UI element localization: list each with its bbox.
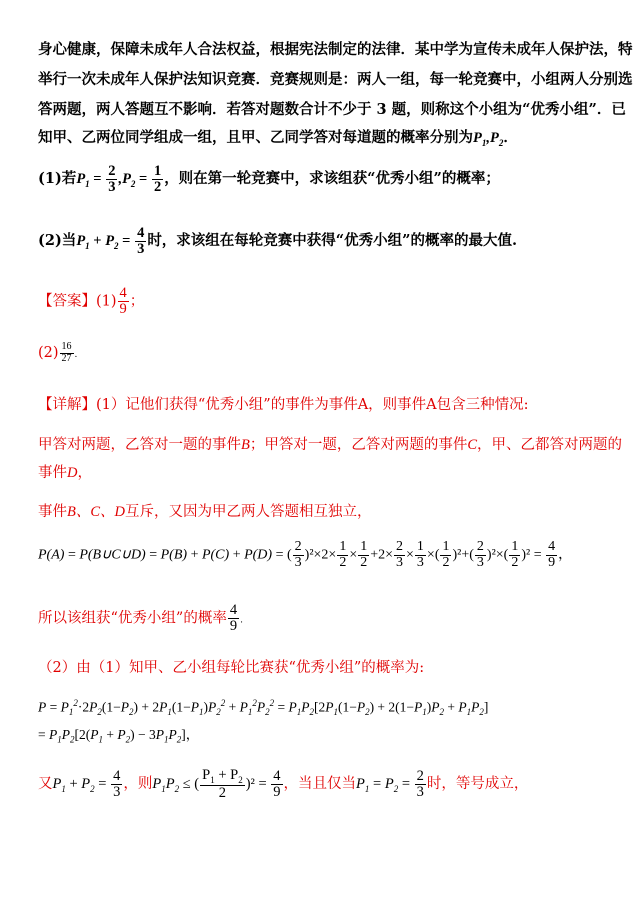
detail-line-7: （2）由（1）知甲、乙小组每轮比赛获“优秀小组”的概率为:	[38, 660, 425, 676]
detail-line-2-c: ，甲、乙都答对两题的	[477, 437, 623, 453]
detail-line-2	[38, 433, 622, 454]
detail-line-6-text: 所以该组获“优秀小组”的概率	[38, 610, 227, 627]
answer-part-1: (1)	[96, 293, 117, 310]
problem-line-4-text: 知甲、乙两位同学组成一组，且甲、乙同学答对每道题的概率分别为	[38, 129, 473, 146]
answer-part-2-value: $\frac{16}{27}$	[61, 341, 72, 364]
events-bcd: B、C、D	[67, 504, 125, 520]
detail-line-4	[38, 500, 372, 521]
problem-line-1: 身心健康，保障未成年人合法权益，根据宪法制定的法律．某中学为宣传未成年人保护法，特	[38, 41, 633, 58]
answer-part-1-value: $\frac{4}{9}$	[119, 285, 127, 318]
detail-line-10	[38, 768, 528, 802]
p1-p2-math: $P_1,P_2$	[473, 130, 504, 148]
formula-line-2: $P = P_1^2\cdot 2P_2(1-P_2) + 2P_1(1-P_1)P_2^2 + P_1^2P_2^2 = P_1P_2[2P_1(1-P_2) + 2(1-P_1)P_2 + P_1P_2]$	[38, 698, 489, 718]
detail-line-3-b: ，	[77, 465, 92, 481]
q2-condition-math: $P_1 + P_2$ = $\frac{4}{3}$	[76, 225, 145, 258]
probability-value: $\frac{4}{9}$	[229, 602, 238, 635]
answer-line-2	[38, 342, 77, 364]
detail-line-2-a: 甲答对两题，乙答对一题的事件	[38, 437, 241, 453]
probability-formula: P(A) = P(B∪C∪D) = P(B) + P(C) + P(D) = ( $\frac{2}{3}$ )²×2× $\frac{1}{2}$ × $\frac{1}{2}$ +2× $\frac{2}{3}$ × $\frac{1}{3}$ ×( $\frac{1}{2}$ )²+( $\frac{2}{3}$ )²×( $\frac{1}{2}$ )² = $\frac{4}{9}$ ，	[38, 539, 573, 570]
problem-line-2: 举行一次未成年人保护法知识竞赛．竞赛规则是：两人一组，每一轮竞赛中，小组两人分别选	[38, 71, 633, 88]
detail-line-4-b: 互斥，又因为甲乙两人答题相互独立，	[125, 504, 372, 520]
q1-condition-math: $P_1$ = $\frac{2}{3}$ $,P_2$ = $\frac{1}{2}$	[76, 163, 162, 196]
problem-line-4	[38, 126, 518, 148]
question-2	[38, 226, 517, 257]
event-b: B	[241, 437, 250, 453]
detail-line-3-a: 事件	[38, 465, 67, 481]
question-1-text: ，则在第一轮竞赛中，求该组获“优秀小组”的概率；	[164, 170, 500, 188]
equality-condition-math: $P_1 = P_2$ = $\frac{2}{3}$	[356, 768, 424, 801]
question-2-label: (2)当	[38, 232, 77, 250]
detail-line-2-b: ；甲答对一题，乙答对两题的事件	[249, 437, 468, 453]
answer-label: 【答案】	[38, 293, 96, 310]
question-1-label: (1)若	[38, 170, 77, 188]
detail-line-10-d: 时，等号成立，	[426, 776, 529, 793]
detail-line-3	[38, 461, 92, 482]
detail-line-10-c: ，当且仅当	[283, 776, 357, 793]
detail-line-6: 所以该组获“优秀小组”的概率 $\frac{4}{9}$ .	[38, 602, 243, 635]
detail-line-10-a: 又	[38, 776, 53, 793]
problem-line-4-end: ．	[503, 129, 518, 146]
sum-condition-math: $P_1 + P_2$ = $\frac{4}{3}$	[52, 768, 121, 801]
detail-line-10-b: ，则	[123, 776, 153, 793]
detail-label: 【详解】	[38, 397, 96, 413]
event-c: C	[467, 437, 478, 453]
answer-part-2: (2)	[38, 345, 59, 361]
problem-line-3: 答两题，两人答题互不影响．若答对题数合计不少于 3 题，则称这个小组为“优秀小组”．已	[38, 101, 626, 118]
answer-part-1-end: ；	[129, 293, 145, 310]
question-1	[38, 164, 500, 195]
detail-line-1	[38, 393, 529, 414]
answer-line	[38, 286, 144, 317]
answer-part-2-end: .	[74, 350, 78, 360]
inequality-math: $P_1P_2$ ≤ ( $\frac{P_1 + P_2}{2}$ )² = $\frac{4}{9}$	[152, 767, 281, 802]
formula-line-3: = $P_1P_2[2(P_1 + P_2) - 3P_1P_2]$，	[38, 727, 200, 745]
question-2-text: 时，求该组在每轮竞赛中获得“优秀小组”的概率的最大值.	[147, 232, 518, 250]
event-d: D	[67, 465, 78, 481]
detail-line-1-text: (1）记他们获得“优秀小组”的事件为事件A，则事件A包含三种情况:	[96, 397, 529, 413]
detail-line-4-a: 事件	[38, 504, 67, 520]
